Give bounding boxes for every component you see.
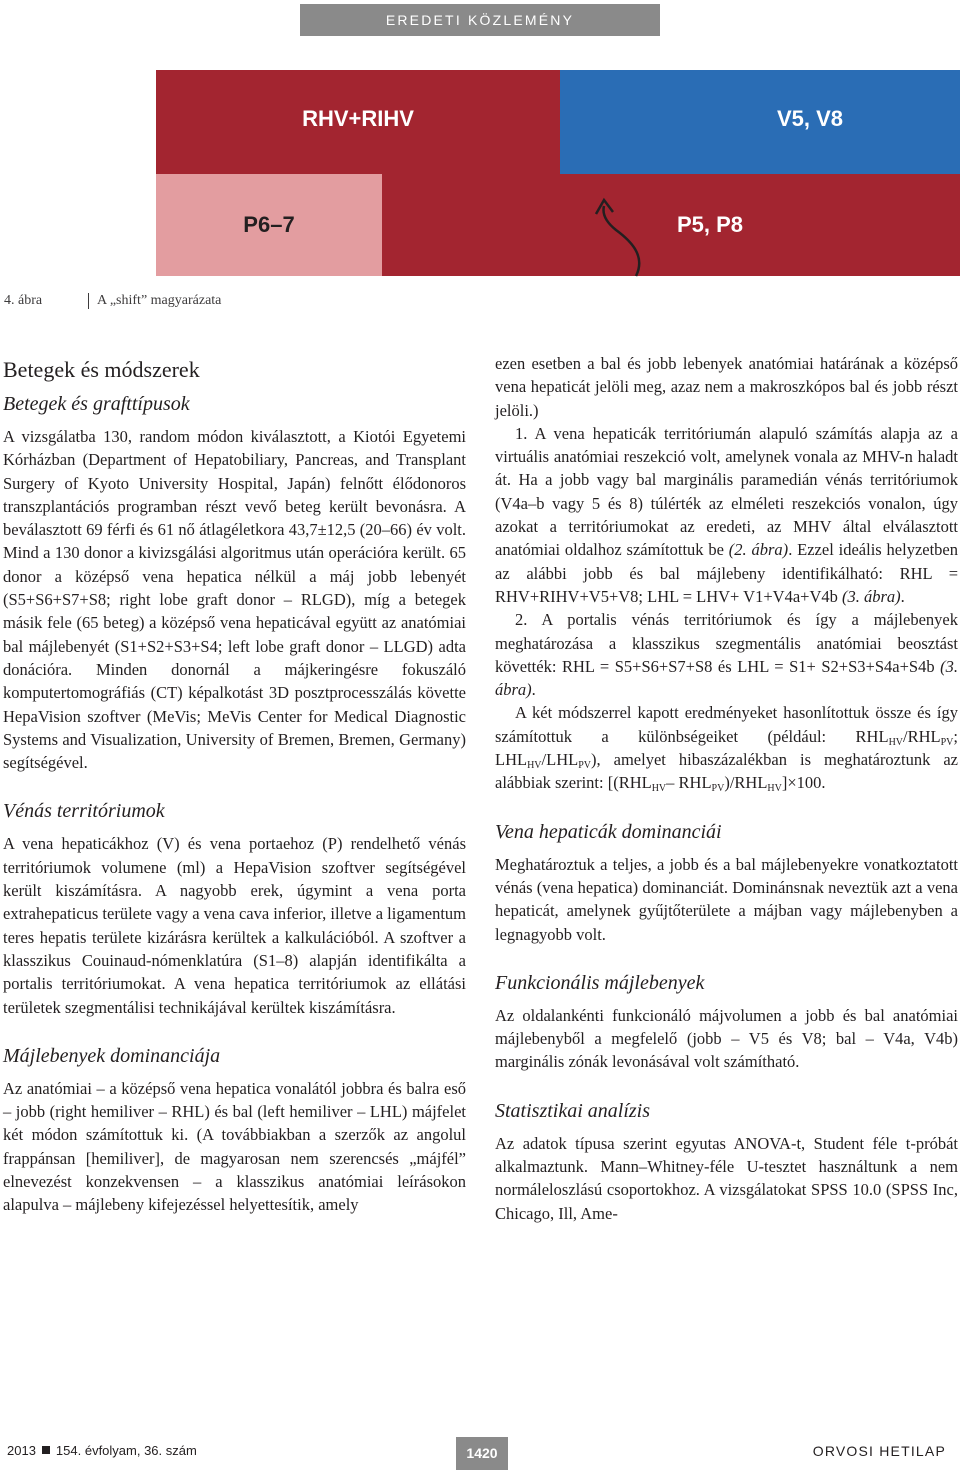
figure-4 xyxy=(156,70,960,276)
label-p5-p8: P5, P8 xyxy=(676,212,744,237)
paragraph-hv-dominance: Meghatároztuk a teljes, a jobb és a bal májlebenyekre vonatkoztatott vénás (vena hepatica) dominanciát. Dominánsnak neveztük azt a vena hepaticát, amelynek gyűjtőterülete a májban vagy májlebenyben a legnagyobb volt. xyxy=(495,854,958,944)
box-rhv-rihv xyxy=(156,70,560,174)
label-p6-7: P6–7 xyxy=(243,212,295,237)
figure-caption xyxy=(0,293,221,309)
caption-number: 4. ábra xyxy=(4,293,43,309)
square-bullet-icon xyxy=(42,1446,50,1454)
heading-hv-dominance: Vena hepaticák dominanciái xyxy=(495,820,722,843)
box-p5-p8 xyxy=(382,174,960,276)
box-v5-v8 xyxy=(560,70,960,174)
left-column xyxy=(3,357,466,1217)
paragraph-statistics: Az adatok típusa szerint egyutas ANOVA-t, Student féle t-próbát alkalmaztunk. Mann–Whitney-féle U-tesztet használtunk a nem normáleloszlású csoportokhoz. A vizsgálatokat SPSS 10.0 (SPSS Inc, Chicago, Ill, Ame- xyxy=(495,1133,958,1223)
footer-issue: 2013 154. évfolyam, 36. szám xyxy=(7,1443,197,1458)
journal-name: ORVOSI HETILAP xyxy=(812,1443,946,1459)
heading-statistics: Statisztikai analízis xyxy=(495,1099,651,1122)
caption-text: A „shift” magyarázata xyxy=(97,293,222,309)
paragraph-comparison: A két módszerrel kapott eredményeket hasonlítottuk össze és így számítottuk a különbségeiket (például: $RHL_{HV}/RHL_{PV}$; $LHL_{HV}/LHL_{PV}$), amelyet hibaszázalékban is meghatároztunk az alábbiak szerint: [($RHL_{HV}-$ $RHL_{PV})/RHL_{HV}]\times 100$. xyxy=(495,703,958,795)
box-p6-7 xyxy=(156,174,382,276)
shift-arrow-icon xyxy=(586,196,666,306)
page-footer xyxy=(0,1437,960,1470)
label-rhv-rihv: RHV+RIHV xyxy=(302,106,414,131)
label-v5-v8: V5, V8 xyxy=(776,106,844,131)
section-header: EREDETI KÖZLEMÉNY xyxy=(300,4,660,36)
heading-venous-territories: Vénás territóriumok xyxy=(3,800,165,823)
paragraph-method-2: 2. A portalis vénás territóriumok és így a májlebenyek meghatározása a klasszikus szegmentális anatómiai beosztást követték: RHL = S5+S6+S7+S8 és LHL = S1+ S2+S3+S4a+S4b (3. ábra). xyxy=(495,610,958,700)
paragraph-continuation: ezen esetben a bal és jobb lebenyek anatómiai határának a középső vena hepaticát jelöli meg, azaz nem a makroszkópos bal és jobb részt jelöli.) xyxy=(495,354,958,420)
caption-divider xyxy=(88,293,89,309)
heading-lobe-dominance: Májlebenyek dominanciája xyxy=(3,1044,221,1067)
paragraph-venous: A vena hepaticákhoz (V) és vena portaehoz (P) rendelhető vénás territóriumok volumene (ml) a HepaVision szoftver segítségével került kiszámításra. A nagyobb erek, úgymint a vena porta extrahepaticus területe vagy a vena cava inferior, illetve a ligamentum teres hepatis területe kizárásra kerültek a kalkulációból. A szoftver a klasszikus Couinaud-nómenklatúra (S1–8) alapján identifikálta a portalis territóriumokat. A vena hepatica territóriumok az ellátási területek szegmentálisi technikájával kerültek kiszámításra. xyxy=(3,834,466,1017)
page-number: 1420 xyxy=(456,1437,508,1470)
heading-methods: Betegek és módszerek xyxy=(3,357,200,382)
paragraph-patients: A vizsgálatba 130, random módon kiválasztott, a Kiotói Egyetemi Kórházban (Department of Hepatobiliary, Pancreas, and Transplant Surgery of Kyoto University Hospital, Japán) felnőtt élődonoros transzplantációs programban részt vevő beteg került bevonásra. A beválasztott 69 férfi és 61 nő átlagéletkora 43,7±12,5 (20–66) év volt. Mind a 130 donor a kivizsgálási algoritmus után operációra került. 65 donor a középső vena hepatica nélkül a máj jobb lebenyét (S5+S6+S7+S8; right lobe graft donor – RLGD), míg a betegek másik fele (65 beteg) a középső vena hepaticával együtt az anatómiai bal májlebenyét (S1+S2+S3+S4; left lobe graft donor – LLGD) adta donációra. Minden donornál a májkeringésre fokuszáló komputertomográfiás (CT) képalkotást 3D posztprocesszálás követte HepaVision szoftver (MeVis; MeVis Center for Medical Diagnostic Systems and Visualization, University of Bremen, Bremen, Germany) segítségével. xyxy=(3,427,466,773)
paragraph-method-1: 1. A vena hepaticák territóriumán alapuló számítás alapja az a virtuális anatómiai reszekció volt, amelynek vonala az MHV-n haladt át. Ha a jobb vagy bal marginális paramedián vénás territóriumok (V4a–b vagy 5 és 8) túlérték az elméleti reszekciós vonalon, úgy azokat a territóriumokat az eredeti, az MHV által elválasztott anatómiai oldalhoz számítottuk be (2. ábra). Ezzel ideális helyzetben az alábbi jobb és bal májlebeny identifikálható: RHL = RHV+RIHV+V5+V8; LHL = LHV+ V1+V4a+V4b (3. ábra). xyxy=(495,423,958,606)
heading-functional-lobes: Funkcionális májlebenyek xyxy=(495,971,705,994)
paragraph-lobe-dominance: Az anatómiai – a középső vena hepatica vonalától jobbra és balra eső – jobb (right hemiliver – RHL) és bal (left hemiliver – LHL) májfelet két módon számítottuk ki. (A továbbiakban a szerzők az angolul frappánsan [hemiliver], de magyarosan nem szerencsés „májfél” elnevezést konzekvensen – a klasszikus anatómiai leírásokon alapulva – májlebeny kifejezéssel helyettesítik, amely xyxy=(3,1078,466,1215)
heading-grafts: Betegek és grafttípusok xyxy=(3,393,190,415)
paragraph-functional: Az oldalankénti funkcionáló májvolumen a jobb és bal anatómiai májlebenyből a megfelelő (jobb – V5 és V8; bal – V4a, V4b) marginális zónák levonásával volt számítható. xyxy=(495,1005,958,1072)
right-column xyxy=(495,352,958,1225)
